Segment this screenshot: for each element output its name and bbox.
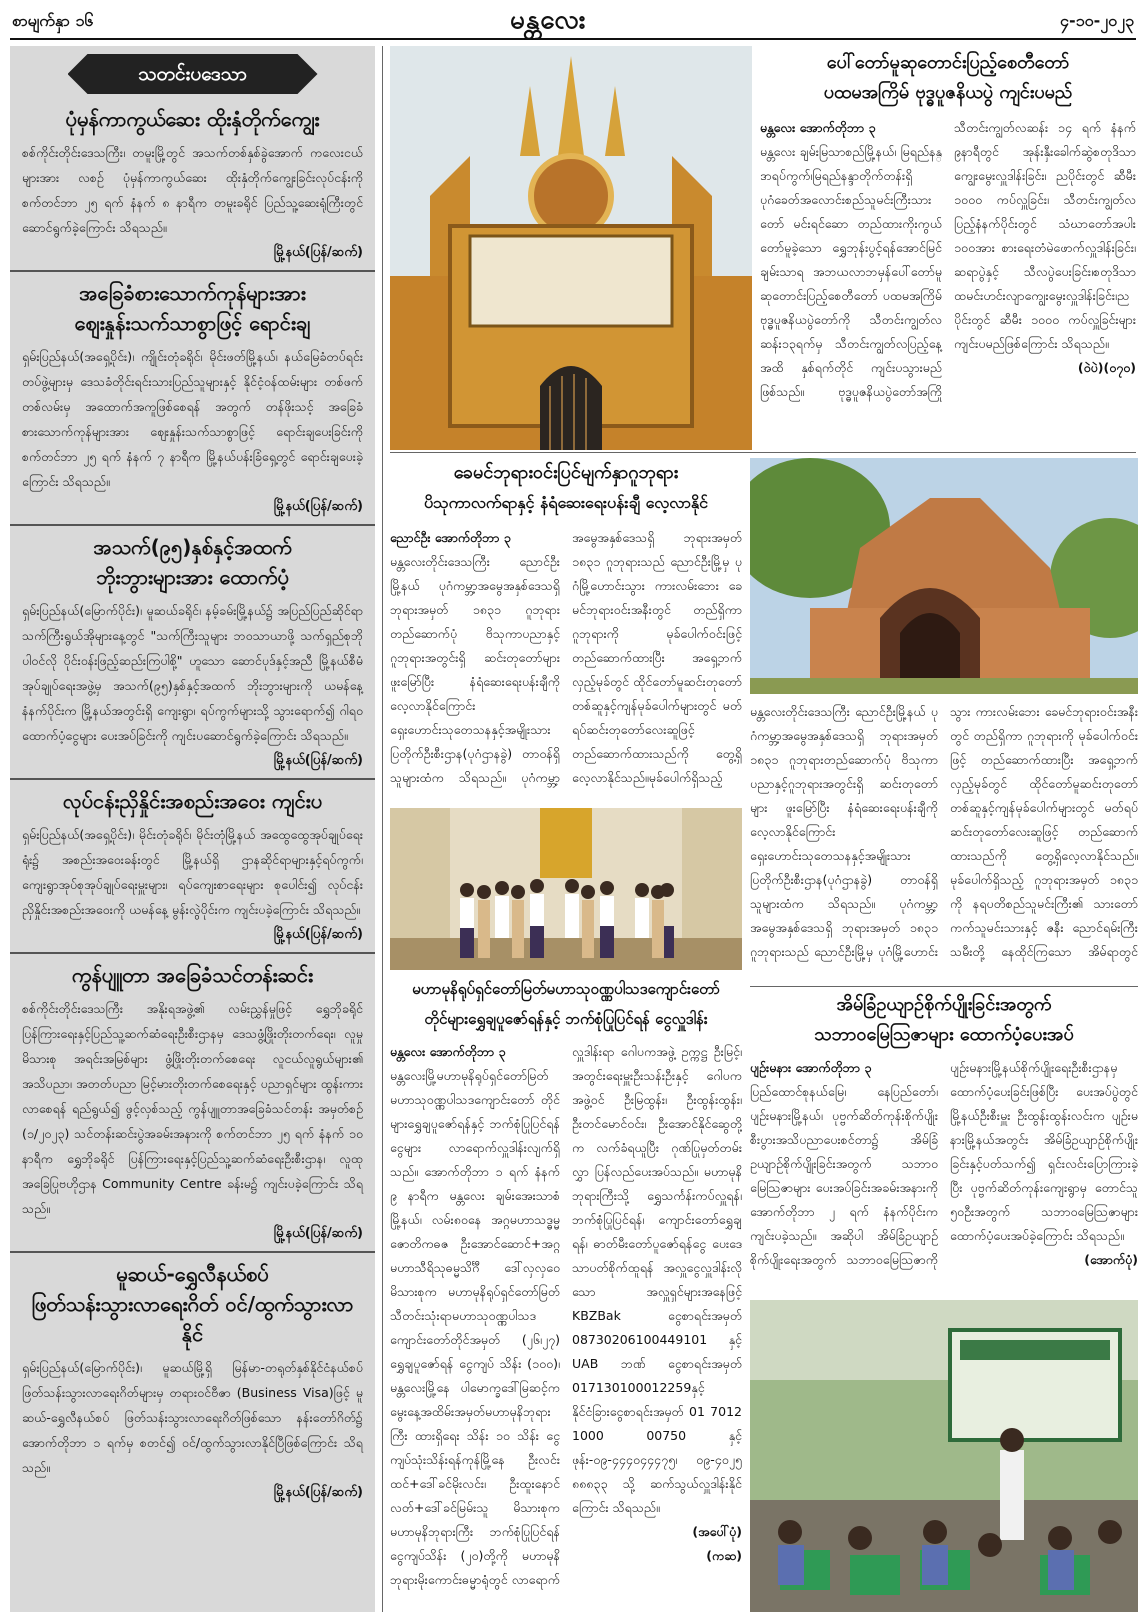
row-divider: [390, 452, 1136, 453]
pagoda-article-headline: ပေါ်တော်မူဆုတောင်းပြည့်စေတီတော် ပထမအကြိမ် ဗုဒ္ဓပူဇနိယပွဲ ကျင်းပမည်: [823, 52, 1073, 103]
news-brief-column: [10, 46, 375, 1612]
page-header: [0, 0, 1146, 44]
brief-article: [10, 524, 375, 778]
section-title: သတင်းပဒေသာ: [138, 63, 247, 85]
article-body: ရှမ်းပြည်နယ်(မြောက်ပိုင်း)၊ မူဆယ်မြို့ရှိ မြန်မာ-တရုတ်နှစ်နိုင်ငံနယ်စပ်ဖြတ်သန်းသွားလာရေးဂိတ်များမှ တရားဝင်ဗီဇာ (Business Visa)ဖြင့် မူဆယ်-ရွှေလီနယ်စပ် ဖြတ်သန်းသွားလာရေးဂိတ်ဖြစ်သော နန်းတော်ဂိတ်၌ အောက်တိုဘာ ၁ ရက်မှ စတင်၍ ဝင်/ထွက်သွားလာနိုင်ပြီဖြစ်ကြောင်း သိရသည်။: [22, 1360, 363, 1475]
article-title: လုပ်ငန်းညှိနှိုင်းအစည်းအဝေး ကျင်းပ: [62, 789, 323, 813]
article-source: မြို့နယ်(ပြန်/ဆက်): [273, 927, 363, 942]
issue-date: ၄-၁၀-၂၀၂၃: [1060, 11, 1134, 30]
pagoda-gate-photo: [390, 46, 752, 450]
temple-article-body-part2: မန္တလေးတိုင်းဒေသကြီး ညောင်ဦးမြို့နယ် ပုဂံကမ္ဘာ့အမွေအနှစ်ဒေသရှိ ဘုရားအမှတ် ၁၈၃၁ ဂူဘုရားတည်ဆောက်ပုံ ဗိသုကာပညာနှင့်ဂူဘုရားအတွင်းရှိ ဆင်းတုတော်များ ဖူးမြော်ပြီး နံရံဆေးရေးပန်းချီကို လေ့လာနိုင်ကြောင်း ရှေးဟောင်းသုတေသနနှင့်အမျိုးသားပြတိုက်ဦးစီးဌာန(ပုဂံဌာနခွဲ) တာဝန်ရှိသူများထံက သိရသည်။ ပုဂံကမ္ဘာ့အမွေအနှစ်ဒေသရှိ ဘုရားအမှတ် ၁၈၃၁ ဂူဘုရားသည် ညောင်ဦးမြို့မှ ပုဂံမြို့ဟောင်းသွား ကားလမ်းဘေး ခေမင်ဘုရားဝင်းအနီးတွင် တည်ရှိကာ ဂူဘုရားကို မုခ်ပေါက်ဝင်းဖြင့် တည်ဆောက်ထားပြီး အရှေ့ဘက်လှည့်မုခ်တွင် ထိုင်တော်မူဆင်းတုတော်တစ်ဆူနှင့်ကျန်မုခ်ပေါက်များတွင် မတ်ရပ်ဆင်းတုတော်လေးဆူဖြင့် တည်ဆောက်ထားသည်ကို တွေ့ရှိလေ့လာနိုင်သည်။မုခ်ပေါက်ရှိသည့် ဂူဘုရားအမှတ် ၁၈၃၁ ကို နရပတိစည်သူမင်းကြီး၏ သားတော် ကက်သူမင်းသားနှင့် ဇနီး ညောင်ရမ်းကြီးသမီးတို့ နေထိုင်ကြသော အိမ်ရာတွင်: [750, 704, 1138, 959]
article-source: မြို့နယ်(ပြန်/ဆက်): [273, 245, 363, 260]
article-byline: မန္တလေး အောက်တိုဘာ ၃: [390, 1044, 506, 1059]
mahamuni-article-body: မန္တလေး အောက်တိုဘာ ၃ မန္တလေးမြို့မဟာမုနိရုပ်ရှင်တော်မြတ် မဟာသုဝဏ္ဏပါသဒကျောင်းတော် တိုင်များရွှေချပူဇော်ရန်နှင့် ဘက်စုံပြုပြင်ရန်ငွေများ လာရောက်လှူဒါန်းလျက်ရှိသည်။ အောက်တိုဘာ ၁ ရက် နံနက် ၉ နာရီက မန္တလေး ချမ်းအေးသာစံမြို့နယ်၊ လမ်း၈၀နေ အဂ္ဂမဟာသဒ္ဓမ္မဇောတိကဓဇ ဦးအောင်ဆောင်+အဂ္ဂမဟာသီရိသုဓမ္မသိင်္ဂီ ဒေါ်လှလှဝေ မိသားစုက မဟာမုနိရုပ်ရှင်တော်မြတ် သီတင်းသုံးရာမဟာသုဝဏ္ဏပါသဒကျောင်းတော်တိုင်အမှတ် (၂၆၊၂၇) ရွှေချပူဇော်ရန် ငွေကျပ် သိန်း (၁၀၀)၊ မန္တလေးမြို့နေ ပါမောက္ခဒေါ်မြဆင့်က မွေးနေ့အထိမ်းအမှတ်မဟာမုနိဘုရားကြီး ထားရှိရေး သိန်း ၁၀ သိန်း ငွေကျပ်သုံးသိန်းရန်ကုန်မြို့နေ ဦးလင်းထင်+ဒေါ်ခင်မိုးလင်း၊ ဦးထူးနောင်လတ်+ဒေါ်ခင်မြမ်းသူ မိသားစုက မဟာမုနိဘုရားကြီး ဘက်စုံပြုပြင်ရန် ငွေကျပ်သိန်း (၂၀)တို့ကို မဟာမုနိဘုရားမိုးကောင်းဓမ္မာရုံတွင် လာရောက်လှူဒါန်းရာ ဂေါပကအဖွဲ့ ဥက္ကဋ္ဌ ဦးမြင့်၊ အတွင်းရေးမှူးဦးသန်းဦးနှင့် ဂေါပကအဖွဲ့ဝင် ဦးမြထွန်း၊ ဦးထွန်းထွန်း၊ ဦးတင်မောင်ဝင်း၊ ဦးအောင်နိုင်ဆွေတို့က လက်ခံရယူပြီး ဂုဏ်ပြုမှတ်တမ်းလွှာ ပြန်လည်ပေးအပ်သည်။ မဟာမုနိဘုရားကြီးသို့ ရွှေသင်္ကန်းကပ်လှူရန်၊ ဘက်စုံပြုပြင်ရန်၊ ကျောင်းတော်ရွှေချရန်၊ ဓာတ်မီးတော်ပူဇော်ရန်ငွေ ပေးဒေသာပတ်စိုက်ထူရန် အလှူငွေလှူဒါန်းလိုသော အလှူရှင်များအနေဖြင့် KBZBak ငွေစာရင်းအမှတ် 08730206100449101 နှင့် UAB ဘဏ် ငွေစာရင်းအမှတ် 017130100012259နှင့် နိုင်ငံခြားငွေစာရင်းအမှတ် 01 7012 1000 00750 နှင့် ဖုန်း-၀၉-၄၄၄၀၄၄၄၇၅၊ ၀၉-၄၀၂၅ ၈၈၈၃၃ သို့ ဆက်သွယ်လှူဒါန်းနိုင်ကြောင်း သိရသည်။ (အပေါ်ပုံ) (ကဆ): [390, 1044, 742, 1587]
article-title: ပုံမှန်ကာကွယ်ဆေး ထိုးနှံတိုက်ကျွေး: [65, 107, 320, 131]
article-source: မြို့နယ်(ပြန်/ဆက်): [273, 753, 363, 768]
donation-ceremony-photo: [390, 808, 742, 970]
article-title: မူဆယ်-ရွှေလီနယ်စပ် ဖြတ်သန်းသွားလာရေးဂိတ် ဝင်/ထွက်သွားလာနိုင်: [31, 1262, 354, 1346]
article-title: ကွန်ပျူတာ အခြေခံသင်တန်းဆင်း: [71, 963, 314, 987]
article-byline: ညောင်ဦး အောက်တိုဘာ ၃: [390, 530, 511, 545]
brief-article: [10, 952, 375, 1251]
brief-article: [10, 98, 375, 270]
agri-article-body: ပျဉ်းမနား အောက်တိုဘာ ၃ ပြည်ထောင်စုနယ်မြေ၊ နေပြည်တော်၊ ပျဉ်းမနားမြို့နယ်၊ ပုဗ္ဗက်ဆိတ်ကုန်းစိုက်ပျိုးစီးပွားအသိပညာပေးစင်တာ၌ အိမ်ခြံဥယျာဉ်စိုက်ပျိုးခြင်းအတွက် သဘာဝမြေဩဇာများ ပေးအပ်ခြင်းအခမ်းအနားကို အောက်တိုဘာ ၂ ရက် နံနက်ပိုင်းက ကျင်းပခဲ့သည်။ အဆိုပါ အိမ်ခြံဥယျာဉ် စိုက်ပျိုးရေးအတွက် သဘာဝမြေဩဇာကို ပျဉ်းမနားမြို့နယ်စိုက်ပျိုးရေးဦးစီးဌာနမှ ထောက်ပံ့ပေးခြင်းဖြစ်ပြီး ပေးအပ်ပွဲတွင် မြို့နယ်ဦးစီးမှူး ဦးထွန်းထွန်းလင်းက ပျဉ်းမနားမြို့နယ်အတွင်း အိမ်ခြံဥယျာဉ်စိုက်ပျိုးခြင်းနှင့်ပတ်သက်၍ ရှင်းလင်းပြောကြားခဲ့ပြီး ပုဗ္ဗက်ဆိတ်ကုန်းကျေးရွာမှ တောင်သူ ၅၀ဦးအတွက် သဘာဝမြေဩဇာများ ထောက်ပံ့ပေးအပ်ခဲ့ကြောင်း သိရသည်။ (အောက်ပုံ): [750, 1056, 1138, 1292]
article-source: မြို့နယ်(ပြန်/ဆက်): [273, 499, 363, 514]
mahamuni-article-headline: မဟာမုနိရုပ်ရှင်တော်မြတ်မဟာသုဝဏ္ဏပါသဒကျောင်းတော် တိုင်များရွှေချပူဇော်ရန်နှင့် ဘက်စုံပြုပြင်ရန် ငွေလှူဒါန်း: [412, 980, 720, 1028]
article-signature: (အပေါ်ပုံ): [692, 1524, 742, 1539]
article-body: ရှမ်းပြည်နယ်(အရှေ့ပိုင်း)၊ မိုင်းတုံခရိုင်၊ မိုင်းတုံမြို့နယ် အထွေထွေအုပ်ချုပ်ရေးရုံး၌ အစည်းအဝေးခန်းတွင် မြို့နယ်ရှိ ဌာနဆိုင်ရာများနှင့်ရပ်ကွက်၊ ကျေးရွာအုပ်စုအုပ်ချုပ်ရေးမှူးများ၊ ရပ်ကျေးစာရေးများ စုပေါင်း၍ လုပ်ငန်းညှိနှိုင်းအစည်းအဝေးကို ယမန်နေ့ မွန်းလွဲပိုင်းက ကျင်းပခဲ့ကြောင်း သိရသည်။: [22, 827, 363, 917]
article-source: မြို့နယ်(ပြန်/ဆက်): [273, 1226, 363, 1241]
article-body: စစ်ကိုင်းတိုင်းဒေသကြီး အနိုးရအဖွဲ့၏ လမ်းညွှန်မှုဖြင့် ရွှေဘိုခရိုင် ပြန်ကြားရေးနှင့်ပြည်သူ့ဆက်ဆံရေးဦးစီးဌာနမှ ဒေသဖွံ့ဖြိုးတိုးတက်ရေး၊ လူမှုမိသားစု အရင်းအမြစ်များ ဖွံ့ဖြိုးတိုးတက်စေရေး လူငယ်လူရွယ်များ၏ အသိပညာ၊ အတတ်ပညာ မြင့်မားတိုးတက်စေရေးနှင့် ပညာရှင်များ ထွန်းကားလာစေရန် ရည်ရွယ်၍ ဖွင့်လှစ်သည့် ကွန်ပျူတာအခြေခံသင်တန်း အမှတ်စဉ် (၁/၂၀၂၃) သင်တန်းဆင်းပွဲအခမ်းအနားကို စက်တင်ဘာ ၂၅ ရက် နံနက် ၁၀ နာရီက ရွှေဘိုခရိုင် ပြန်ကြားရေးနှင့်ပြည်သူ့ဆက်ဆံရေးဦးစီးဌာန၊ လူထုအခြေပြုဗဟိုဌာန Community Centre ခန်းမ၌ ကျင်းပခဲ့ကြောင်း သိရသည်။: [22, 1001, 363, 1216]
row-divider: [750, 986, 1138, 987]
article-title: အခြေခံစားသောက်ကုန်များအား ဈေးနှုန်းသက်သာစွာဖြင့် ရောင်းချ: [74, 281, 311, 335]
article-signature: (ဝဲပဲ)(၀၇၀): [1077, 360, 1136, 375]
article-signature: (အောက်ပုံ): [1084, 1252, 1138, 1267]
article-byline: မန္တလေး အောက်တိုဘာ ၃: [760, 120, 876, 135]
farmers-meeting-photo: [750, 1300, 1138, 1612]
brief-article: [10, 270, 375, 524]
pagoda-article-body: မန္တလေး အောက်တိုဘာ ၃ မန္တလေး ချမ်းမြသာစည်မြို့နယ်၊ မြရည်နန္ဒာရပ်ကွက်၊မြရည်နန္ဒာတိုက်တန်းရှိ ပုဂံခေတ်အလောင်းစည်သူမင်းကြီးသားတော် မင်းရင်ဆော တည်ထားကိုးကွယ်တော်မူခဲ့သော ရွှေဘုန်းပွင့်ရန်အောင်မြင်ချမ်းသာရ အဘယလာဘမှန်ပေါ်တော်မူ ဆုတောင်းပြည့်စေတီတော် ပထမအကြိမ်ဗုဒ္ဓပူဇနိယပွဲတော်ကို သီတင်းကျွတ်လဆန်း၁၃ရက်မှ သီတင်းကျွတ်လပြည့်နေ့အထိ နှစ်ရက်တိုင် ကျင်းပသွားမည် ဖြစ်သည်။ ဗုဒ္ဓပူဇနိယပွဲတော်အကြိုသီတင်းကျွတ်လဆန်း ၁၄ ရက် နံနက် ၉နာရီတွင် အုန်းနှီးခေါက်ဆွဲစတုဒိသာ ကျွေးမွေးလှူဒါန်းခြင်း၊ ညပိုင်းတွင် ဆီမီး ၁၀၀၀ ကပ်လှူခြင်း၊ သီတင်းကျွတ်လပြည့်နံနက်ပိုင်းတွင် သံဃာတော်အပါး ၁၀၀အား စားရေးတံမဲဖောက်လှူဒါန်းခြင်း၊ဆရာပွဲနှင့် သီလပွဲပေးခြင်း၊စတုဒိသာထမင်းဟင်းလျာကျွေးမွေးလှူဒါန်းခြင်း၊ညပိုင်းတွင် ဆီမီး ၁၀၀၀ ကပ်လှူခြင်းများ ကျင်းပမည်ဖြစ်ကြောင်း သိရသည်။ (ဝဲပဲ)(၀၇၀): [760, 120, 1136, 399]
ancient-temple-photo: [750, 458, 1138, 694]
section-banner: [68, 54, 318, 94]
article-code: (ကဆ): [706, 1548, 742, 1563]
page-number: စာမျက်နှာ ၁၆: [12, 11, 94, 30]
article-body: ရှမ်းပြည်နယ်(မြောက်ပိုင်း)၊ မူဆယ်ခရိုင်၊ နမ့်ခမ်းမြို့နယ်၌ အပြည်ပြည်ဆိုင်ရာသက်ကြီးရွယ်အိုများနေ့တွင် "သက်ကြီးသူများ ဘဝသာယာဖို့ သက်ရှည်စုဘို ပါဝင်လို ပိုင်းဝန်းဖြည့်ဆည်းကြပါစို့" ဟူသော ဆောင်ပုဒ်နှင့်အညီ မြို့နယ်စီမံအုပ်ချုပ်ရေးအဖွဲ့မှ အသက်(၉၅)နှစ်နှင့်အထက် ဘိုးဘွားများကို ယမန်နေ့ နံနက်ပိုင်းက မြို့နယ်အတွင်းရှိ ကျေးရွာ၊ ရပ်ကွက်များသို့ သွားရောက်၍ ဂါရဝ ထောက်ပံ့ငွေများ ပေးအပ်ခြင်းကို ကျင်းပဆောင်ရွက်ခဲ့ကြောင်း သိရသည်။: [22, 603, 363, 743]
article-title: အသက်(၉၅)နှစ်နှင့်အထက် ဘိုးဘွားများအား ထောက်ပံ့: [93, 535, 292, 589]
article-source: မြို့နယ်(ပြန်/ဆက်): [273, 1485, 363, 1500]
article-body: ရှမ်းပြည်နယ်(အရှေ့ပိုင်း)၊ ကျိုင်းတုံခရိုင်၊ မိုင်းဖတ်မြို့နယ်၊ နယ်မြေခံတပ်ရင်းတပ်ဖွဲ့များမှ ဒေသခံတိုင်းရင်းသားပြည်သူများနှင့် နိုင်ငံ့ဝန်ထမ်းများ တစ်ဖက်တစ်လမ်းမှ အထောက်အကူဖြစ်စေရန် အတွက် တန်ဖိုးသင့် အခြေခံစားသောက်ကုန်များအား ဈေးနှုန်းသက်သာစွာဖြင့် ရောင်းချပေးခြင်းကို စက်တင်ဘာ ၂၅ ရက် နံနက် ၇ နာရီက မြို့နယ်ပန်းခြံရှေ့တွင် ရောင်းချပေးခဲ့ကြောင်း သိရသည်။: [22, 349, 363, 489]
header-rule: [10, 38, 1136, 40]
column-divider: [382, 46, 383, 1612]
temple-article-headline: ခေမင်ဘုရားဝင်းပြင်မျက်နှာဂူဘုရား ပိသုကာလက်ရာနှင့် နံရံဆေးရေးပန်းချီ လေ့လာနိုင်: [424, 462, 708, 512]
brief-article: [10, 1251, 375, 1510]
article-body: စစ်ကိုင်းတိုင်းဒေသကြီး၊ တမူးမြို့တွင် အသက်တစ်နှစ်ခွဲအောက် ကလေးငယ်များအား လစဉ် ပုံမှန်ကာကွယ်ဆေး ထိုးနှံတိုက်ကျွေးခြင်းလုပ်ငန်းကို စက်တင်ဘာ ၂၅ ရက် နံနက် ၈ နာရီက တမူးခရိုင် ပြည်သူ့ဆေးရုံကြီးတွင် ဆောင်ရွက်ခဲ့ကြောင်း သိရသည်။: [22, 145, 363, 235]
temple-article-body-part1: ညောင်ဦး အောက်တိုဘာ ၃ မန္တလေးတိုင်းဒေသကြီး ညောင်ဦးမြို့နယ် ပုဂံကမ္ဘာ့အမွေအနှစ်ဒေသရှိ ဘုရားအမှတ် ၁၈၃၁ ဂူဘုရားတည်ဆောက်ပုံ ဗိသုကာပညာနှင့်ဂူဘုရားအတွင်းရှိ ဆင်းတုတော်များ ဖူးမြော်ပြီး နံရံဆေးရေးပန်းချီကို လေ့လာနိုင်ကြောင်း ရှေးဟောင်းသုတေသနနှင့်အမျိုးသားပြတိုက်ဦးစီးဌာန(ပုဂံဌာနခွဲ) တာဝန်ရှိသူများထံက သိရသည်။ ပုဂံကမ္ဘာ့အမွေအနှစ်ဒေသရှိ ဘုရားအမှတ် ၁၈၃၁ ဂူဘုရားသည် ညောင်ဦးမြို့မှ ပုဂံမြို့ဟောင်းသွား ကားလမ်းဘေး ခေမင်ဘုရားဝင်းအနီးတွင် တည်ရှိကာ ဂူဘုရားကို မုခ်ပေါက်ဝင်းဖြင့် တည်ဆောက်ထားပြီး အရှေ့ဘက်လှည့်မုခ်တွင် ထိုင်တော်မူဆင်းတုတော်တစ်ဆူနှင့်ကျန်မုခ်ပေါက်များတွင် မတ်ရပ်ဆင်းတုတော်လေးဆူဖြင့် တည်ဆောက်ထားသည်ကို တွေ့ရှိလေ့လာနိုင်သည်။မုခ်ပေါက်ရှိသည့်: [390, 530, 742, 785]
agri-article-headline: အိမ်ခြံဥယျာဉ်စိုက်ပျိုးခြင်းအတွက် သဘာဝမြေဩဇာများ ထောက်ပံ့ပေးအပ်: [814, 994, 1074, 1045]
masthead-logo: မန္တလေး: [510, 5, 587, 35]
article-byline: ပျဉ်းမနား အောက်တိုဘာ ၃: [750, 1060, 872, 1075]
brief-article: [10, 778, 375, 952]
